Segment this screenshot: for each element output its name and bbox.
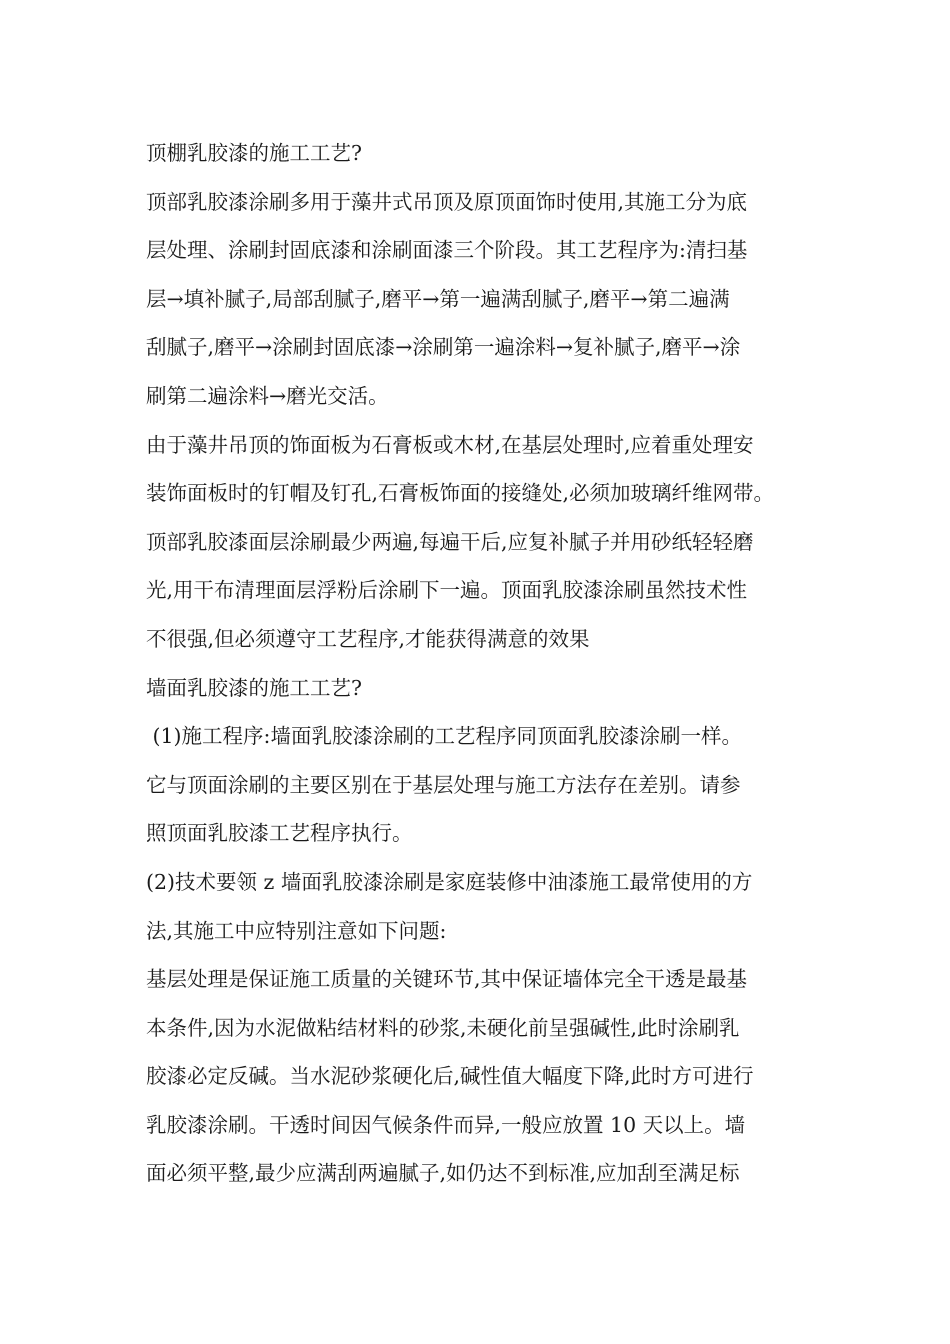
text-line: 乳胶漆涂刷。干透时间因气候条件而异,一般应放置 10 天以上。墙 [146,1112,746,1137]
text-line: 顶部乳胶漆面层涂刷最少两遍,每遍干后,应复补腻子并用砂纸轻轻磨 [146,529,754,554]
text-line: 层处理、涂刷封固底漆和涂刷面漆三个阶段。其工艺程序为:清扫基 [146,238,748,263]
text-line: 基层处理是保证施工质量的关键环节,其中保证墙体完全干透是最基 [146,967,748,992]
text-line: 照顶面乳胶漆工艺程序执行。 [146,821,413,846]
text-line: 光,用干布清理面层浮粉后涂刷下一遍。顶面乳胶漆涂刷虽然技术性 [146,578,748,603]
text-line: 由于藻井吊顶的饰面板为石膏板或木材,在基层处理时,应着重处理安 [146,432,754,457]
text-line: 刷第二遍涂料→磨光交活。 [146,383,389,408]
heading-ceiling-latex-paint: 顶棚乳胶漆的施工工艺? [146,141,362,165]
text-line: 不很强,但必须遵守工艺程序,才能获得满意的效果 [146,626,590,651]
text-line: 装饰面板时的钉帽及钉孔,石膏板饰面的接缝处,必须加玻璃纤维网带。 [146,481,775,506]
text-line: (1)施工程序:墙面乳胶漆涂刷的工艺程序同顶面乳胶漆涂刷一样。 [146,724,742,749]
text-line: (2)技术要领 z 墙面乳胶漆涂刷是家庭装修中油漆施工最常使用的方 [146,869,753,894]
text-line: 胶漆必定反碱。当水泥砂浆硬化后,碱性值大幅度下降,此时方可进行 [146,1064,754,1089]
text-line: 刮腻子,磨平→涂刷封固底漆→涂刷第一遍涂料→复补腻子,磨平→涂 [146,335,741,360]
text-line: 顶部乳胶漆涂刷多用于藻井式吊顶及原顶面饰时使用,其施工分为底 [146,189,748,214]
text-line: 本条件,因为水泥做粘结材料的砂浆,未硬化前呈强碱性,此时涂刷乳 [146,1015,740,1040]
heading-wall-latex-paint: 墙面乳胶漆的施工工艺? [146,675,362,700]
text-line: 层→填补腻子,局部刮腻子,磨平→第一遍满刮腻子,磨平→第二遍满 [146,286,730,311]
text-line: 法,其施工中应特别注意如下问题: [146,918,447,943]
text-line: 它与顶面涂刷的主要区别在于基层处理与施工方法存在差别。请参 [146,772,741,797]
text-line: 面必须平整,最少应满刮两遍腻子,如仍达不到标准,应加刮至满足标 [146,1161,740,1186]
document-body [146,129,826,1198]
